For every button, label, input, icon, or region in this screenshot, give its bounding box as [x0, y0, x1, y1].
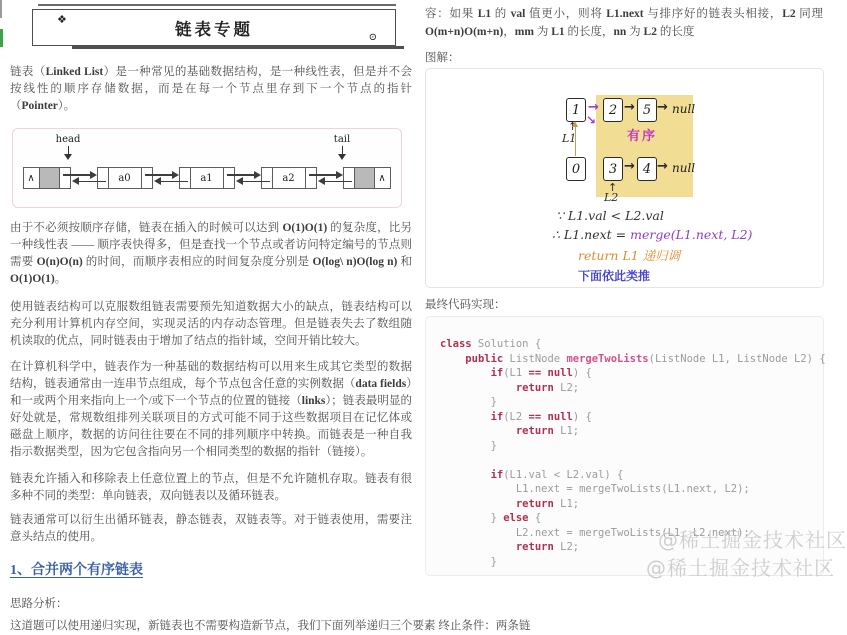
diagonal-arrow-icon: ↘	[586, 113, 597, 127]
arrow-icon: →	[624, 159, 635, 174]
merge-figure	[425, 68, 824, 288]
code-line: } else {	[440, 512, 542, 524]
code-line: return L1;	[515, 497, 580, 510]
title-box	[32, 9, 396, 46]
code-line: return L2;	[515, 541, 580, 553]
code-line: if(L1.val < L2.val) {	[490, 468, 624, 481]
code-line	[440, 453, 811, 468]
code-line: L2.next = mergeTwoLists(L1, L2.next);	[440, 526, 750, 539]
node-a0: a0	[108, 167, 142, 189]
analysis-label: 思路分析：	[10, 598, 68, 610]
arrow-icon: →	[657, 159, 668, 174]
note-merge-call: merge(L1.next, L2)	[630, 227, 753, 242]
watermark: @稀土掘金技术社区	[658, 528, 847, 552]
paragraph-complexity: 由于不必须按顺序存储，链表在插入的时候可以达到 O(1)O(1) 的复杂度，比另一种线性表 —— 顺序表快得多，但是查找一个节点或者访问特定编号的节点则需要 O(n)O(n) 的时间，而顺序表相应的时间复杂度分别是 O(log\ n)O(log n) 和 O(1)O(1)。	[10, 222, 413, 285]
null-cell: ∧	[23, 167, 40, 189]
head-cell	[39, 167, 60, 189]
null-cell: ∧	[374, 167, 391, 189]
anchor-icon[interactable]: ⊙	[368, 32, 377, 43]
code-label: 最终代码实现：	[425, 299, 506, 311]
head-arrow-icon	[68, 146, 69, 158]
null-text: null	[672, 161, 696, 175]
node-4: 4	[637, 157, 657, 181]
node-1: 1	[566, 98, 586, 122]
code-line: L1.next = mergeTwoLists(L1.next, L2);	[440, 483, 750, 495]
window-edge-strip	[0, 0, 3, 559]
node-a1: a1	[190, 167, 224, 189]
node-2: 2	[603, 98, 623, 122]
note-return: return L1 递归调	[578, 248, 681, 263]
linked-list-diagram	[12, 128, 402, 208]
code-line: return L1;	[515, 425, 580, 437]
paragraph-memory: 使用链表结构可以克服数组链表需要预先知道数据大小的缺点，链表结构可以充分利用计算机内存空间，实现灵活的内存动态管理。但是链表失去了数组随机读取的优点，同时链表由于增加了结点的指针域，空间开销比较大。	[10, 301, 412, 347]
watermark-clipped: @稀土掘金技术社区	[646, 556, 835, 580]
paragraph-merge-intro: 容：如果 L1 的 val 值更小，则将 L1.next 与排序好的链表头相接，L2 同理 O(m+n)O(m+n)，mm 为 L1 的长度，nn 为 L2 的长度	[425, 8, 824, 38]
link-arrows	[151, 174, 182, 183]
page-title: 链表专题	[175, 20, 253, 39]
code-line: }	[440, 439, 497, 452]
link-arrows	[233, 174, 264, 183]
tail-label-text: tail	[333, 134, 351, 145]
node-3: 3	[603, 157, 623, 181]
head-pointer-label	[53, 134, 83, 158]
up-arrow-icon: ↑	[568, 120, 578, 133]
node-0: 0	[566, 157, 586, 181]
link-arrows	[69, 174, 100, 183]
code-line: if(L1 == null) {	[490, 367, 592, 379]
table-move-handle-icon[interactable]: ❖	[57, 14, 67, 26]
title-top-rule	[38, 4, 396, 6]
edge-artifact-green	[0, 29, 3, 47]
tail-cell	[354, 167, 375, 189]
l2-pointer-label: L2	[604, 191, 619, 204]
note-therefore-prefix: ∴ L1.next =	[552, 227, 631, 242]
paragraph-derived: 链表通常可以衍生出循环链表，静态链表，双链表等。对于链表使用，需要注意头结点的使用。	[10, 514, 412, 543]
paragraph-cs-theory: 在计算机科学中，链表作为一种基础的数据结构可以用来生成其它类型的数据结构，链表通常由一连串节点组成，每个节点包含任意的实例数据（data fields）和一或两个用来指向上一个/或下一个节点的位置的链接（links）；链表最明显的好处就是，常规数组排列关联项目的方式可能不同于这些数据项目在记忆体或磁盘上顺序，数据的访问往往要在不同的排列顺序中转换。而链表是一种自我指示数据类型，因为它包含指向另一个相同类型的数据的指针（链接）。	[10, 361, 412, 458]
paragraph-analysis-partial: 这道题可以使用递归实现，新链表也不需要构造新节点，我们下面列举递归三个要素 终止条件：两条链	[10, 620, 531, 632]
l1-pointer-label: L1	[562, 132, 577, 145]
note-and-so-on: 下面依此类推	[578, 269, 651, 283]
ordered-annotation: 有序	[627, 128, 658, 143]
paragraph-types: 链表允许插入和移除表上任意位置上的节点，但是不允许随机存取。链表有很多种不同的类型：单向链表，双向链表以及循环链表。	[10, 473, 412, 502]
arrow-icon: →	[588, 100, 599, 115]
code-line: if(L2 == null) {	[490, 410, 592, 423]
section-heading-merge-lists[interactable]: 1、合并两个有序链表	[10, 563, 143, 578]
edge-artifact-gray	[0, 0, 2, 18]
code-line: return L2;	[515, 381, 580, 394]
recursion-arrow	[575, 123, 576, 156]
tail-arrow-icon	[342, 146, 343, 158]
code-line: }	[440, 396, 497, 408]
code-line: public ListNode mergeTwoLists(ListNode L1, ListNode L2) {	[465, 352, 826, 365]
linked-list-row	[13, 167, 401, 189]
tail-pointer-label	[327, 134, 357, 158]
link-arrows	[315, 174, 346, 183]
arrow-icon: →	[657, 100, 668, 115]
note-therefore	[552, 227, 752, 242]
arrow-icon: →	[624, 100, 635, 115]
note-because: ∵ L1.val < L2.val	[556, 208, 664, 223]
code-line: class Solution {	[440, 338, 542, 350]
title-underline-rule	[72, 46, 404, 49]
head-label-text: head	[55, 134, 81, 145]
node-5: 5	[637, 98, 657, 122]
code-line: }	[440, 555, 497, 568]
null-text: null	[672, 102, 696, 116]
node-a2: a2	[272, 167, 306, 189]
paragraph-intro: 链表（Linked List）是一种常见的基础数据结构，是一种线性表，但是并不会按线性的顺序存储数据，而是在每一个节点里存到下一个节点的指针（Pointer）。	[10, 66, 413, 112]
figure-label: 图解：	[425, 52, 460, 64]
up-arrow-icon: ↑	[608, 181, 618, 194]
